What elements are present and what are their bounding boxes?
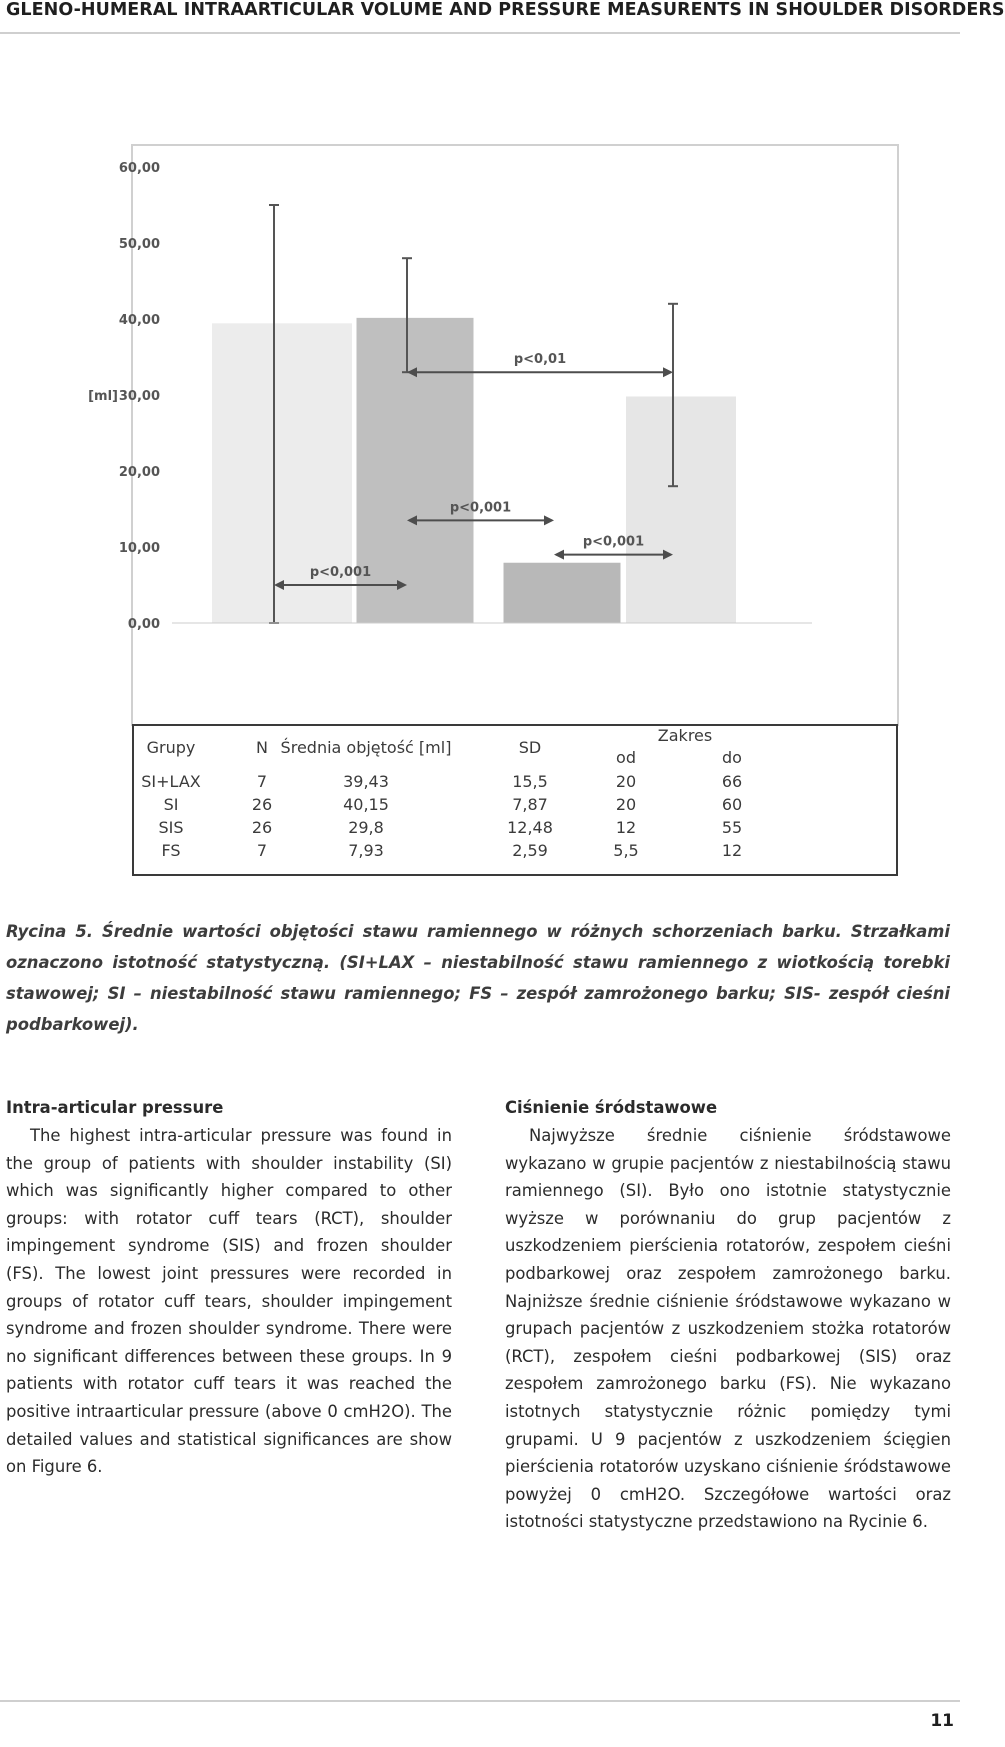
table-cell: 12,48	[507, 818, 553, 837]
table-cell: 39,43	[343, 772, 389, 791]
bar	[504, 563, 621, 623]
category-label: FS	[553, 638, 571, 652]
table-cell: SIS	[158, 818, 184, 837]
y-tick-label: 40,00	[118, 313, 160, 328]
category-label: SI	[408, 638, 422, 652]
section-heading-en: Intra-articular pressure	[6, 1098, 224, 1117]
y-tick-label: 20,00	[118, 465, 160, 480]
bar-chart	[88, 145, 898, 725]
table-cell: 20	[615, 795, 637, 814]
table-cell: 26	[251, 818, 273, 837]
table-cell: 7,87	[512, 795, 548, 814]
table-cell: 26	[251, 795, 273, 814]
y-tick-label: 60,00	[118, 161, 160, 176]
header-range: Zakres	[657, 726, 713, 745]
page-number: 11	[930, 1711, 954, 1731]
table-cell: 2,59	[512, 841, 548, 860]
table-cell: 55	[721, 818, 743, 837]
y-axis-label: [ml]	[88, 389, 118, 404]
y-tick-label: 30,00	[118, 389, 160, 404]
english-column	[6, 1094, 452, 1481]
caption-text: Rycina 5. Średnie wartości objętości stawu ramiennego w różnych schorzeniach barku. Strzałkami oznaczono istotność statystyczną. (SI+LAX – niestabilność stawu ramiennego z wiotkością torebki stawowej; SI – niestabilność stawu ramiennego; FS – zespół zamrożonego barku; SIS- zespół cieśni podbarkowej).	[6, 922, 950, 1034]
table-cell: FS	[161, 841, 181, 860]
header-sd: SD	[518, 738, 542, 757]
table-cell: 12	[721, 841, 743, 860]
significance-label: p<0,001	[449, 500, 512, 516]
table-cell: SI	[163, 795, 179, 814]
header-groups: Grupy	[146, 738, 196, 757]
bar	[626, 397, 736, 623]
significance-label: p<0,001	[582, 534, 645, 550]
y-tick-label: 0,00	[127, 617, 160, 632]
header-from: od	[616, 748, 636, 767]
significance-label: p<0,001	[309, 565, 372, 580]
figure-caption	[6, 916, 950, 1040]
header-to: do	[722, 748, 742, 767]
table-cell: 7,93	[348, 841, 384, 860]
header-mean: Średnia objętość [ml]	[280, 738, 452, 757]
header-divider	[0, 32, 960, 34]
table-cell: SI+LAX	[141, 772, 201, 791]
y-tick-label: 50,00	[118, 237, 160, 252]
category-label: SI+LAX	[257, 638, 307, 652]
table-cell: 7	[256, 841, 268, 860]
section-heading-pl: Ciśnienie śródstawowe	[505, 1098, 718, 1117]
stats-table	[132, 724, 898, 876]
table-cell: 66	[721, 772, 743, 791]
footer-divider	[0, 1700, 960, 1702]
category-label: SIS	[670, 638, 692, 652]
table-cell: 40,15	[343, 795, 389, 814]
header-n: N	[256, 738, 268, 757]
table-cell: 5,5	[613, 841, 639, 860]
section-body-en: The highest intra-articular pressure was found in the group of patients with shoulder instability (SI) which was significantly higher compared to other groups: with rotator cuff tears (RCT), shoulder impingement syndrome (SIS) and frozen shoulder (FS). The lowest joint pressures were recorded in groups of rotator cuff tears, shoulder impingement syndrome and frozen shoulder syndrome. There were no significant differences between these groups. In 9 patients with rotator cuff tears it was reached the positive intraarticular pressure (above 0 cmH2O). The detailed values and statistical significances are show on Figure 6.	[6, 1126, 452, 1477]
table-cell: 20	[615, 772, 637, 791]
polish-column	[505, 1094, 951, 1536]
page-header	[0, 0, 1005, 34]
significance-label: p<0,01	[513, 352, 567, 368]
bar	[357, 318, 474, 623]
table-cell: 7	[256, 772, 268, 791]
table-cell: 60	[721, 795, 743, 814]
running-title: GLENO-HUMERAL INTRAARTICULAR VOLUME AND PRESSURE MEASURENTS IN SHOULDER DISORDERS	[6, 0, 1005, 20]
table-cell: 29,8	[348, 818, 384, 837]
table-cell: 12	[615, 818, 637, 837]
y-tick-label: 10,00	[118, 541, 160, 556]
table-cell: 15,5	[512, 772, 548, 791]
section-body-pl: Najwyższe średnie ciśnienie śródstawowe wykazano w grupie pacjentów z niestabilnością stawu ramiennego (SI). Było ono istotnie statystycznie wyższe w porównaniu do grup pacjentów z uszkodzeniem pierścienia rotatorów, zespołem cieśni podbarkowej oraz zespołem zamrożonego barku. Najniższe średnie ciśnienie śródstawowe wykazano w grupach pacjentów z uszkodzeniem stożka rotatorów (RCT), zespołem cieśni podbarkowej (SIS) oraz zespołem zamrożonego barku (FS). Nie wykazano istotnych statystycznie różnic pomiędzy tymi grupami. U 9 pacjentów z uszkodzeniem ścięgien pierścienia rotatorów uzyskano ciśnienie śródstawowe powyżej 0 cmH2O. Szczegółowe wartości oraz istotności statystyczne przedstawiono na Rycinie 6.	[505, 1126, 951, 1532]
